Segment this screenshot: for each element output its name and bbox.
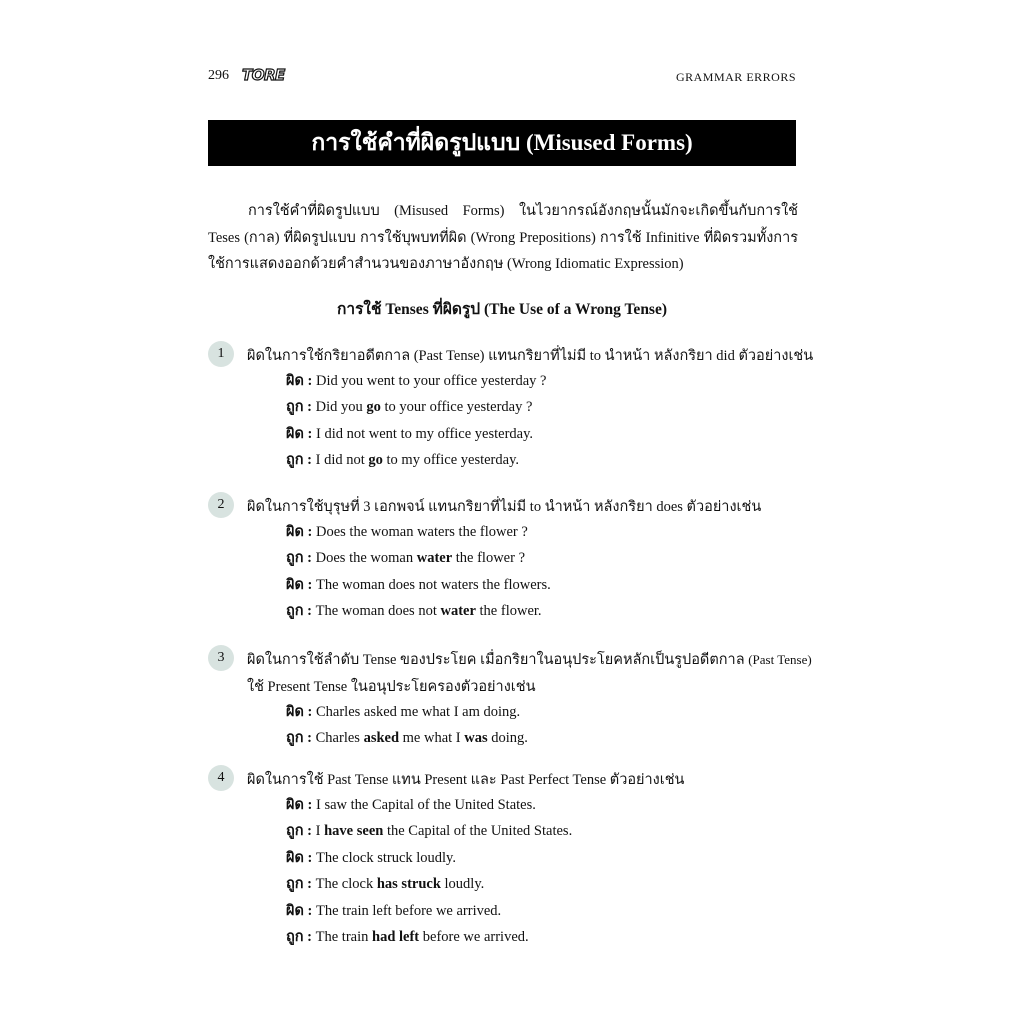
- rule-description: ผิดในการใช้ Past Tense แทน Present และ Past Perfect Tense ตัวอย่างเช่น: [247, 772, 685, 788]
- example-text: The clock: [315, 876, 377, 893]
- wrong-label: ผิด :: [286, 849, 313, 866]
- example-list: [286, 519, 551, 625]
- example-wrong: [286, 368, 546, 394]
- right-label: ถูก :: [286, 452, 313, 469]
- example-right: [286, 545, 551, 571]
- rule-description-note: (Past Tense): [748, 652, 812, 667]
- page-header: [208, 66, 796, 88]
- example-text-mid: me what I: [399, 730, 465, 747]
- corrected-word: had left: [372, 928, 420, 945]
- example-text-end: the flower ?: [452, 550, 526, 567]
- example-right: [286, 447, 546, 473]
- right-label: ถูก :: [286, 399, 313, 416]
- example-right: [286, 871, 572, 897]
- example-text: The train left before we arrived.: [316, 902, 502, 919]
- example-wrong: [286, 845, 572, 871]
- right-label: ถูก :: [286, 876, 313, 893]
- publisher-logo: TORE: [242, 66, 285, 84]
- running-head: GRAMMAR ERRORS: [675, 70, 796, 84]
- example-text-end: the flower.: [475, 603, 542, 620]
- page-title: การใช้คำที่ผิดรูปแบบ (Misused Forms): [208, 120, 796, 166]
- example-text: The woman does not: [315, 603, 441, 620]
- example-list: [286, 368, 546, 474]
- example-wrong: [286, 519, 551, 545]
- corrected-word: go: [368, 452, 383, 469]
- example-wrong: [286, 572, 551, 598]
- rule-description: [247, 647, 812, 700]
- right-label: ถูก :: [286, 730, 313, 747]
- example-list: [286, 699, 528, 752]
- example-text: I: [315, 823, 325, 840]
- corrected-word: have seen: [324, 823, 384, 840]
- wrong-label: ผิด :: [286, 425, 313, 442]
- example-wrong: [286, 792, 572, 818]
- wrong-label: ผิด :: [286, 524, 313, 540]
- example-text: Charles: [315, 730, 364, 747]
- example-text: I saw the Capital of the United States.: [316, 797, 536, 813]
- example-right: [286, 394, 546, 420]
- example-text: The clock struck loudly.: [316, 849, 456, 866]
- example-wrong: [286, 699, 528, 725]
- example-text: Does the woman: [315, 550, 417, 567]
- example-right: [286, 924, 572, 950]
- example-text-end: to your office yesterday ?: [380, 399, 533, 416]
- wrong-label: ผิด :: [286, 373, 313, 389]
- example-text: I did not: [315, 452, 369, 469]
- rule-description-text: ผิดในการใช้ลำดับ Tense ของประโยค เมื่อกริยาในอนุประโยคหลักเป็นรูปอดีตกาล: [247, 652, 745, 668]
- example-text: The woman does not waters the flowers.: [316, 576, 551, 593]
- example-text: Did you: [315, 399, 367, 416]
- example-text: Charles asked me what I am doing.: [316, 704, 521, 720]
- corrected-word: asked: [363, 730, 400, 747]
- example-right: [286, 598, 551, 624]
- example-text-end: the Capital of the United States.: [383, 823, 573, 840]
- example-list: [286, 792, 572, 950]
- right-label: ถูก :: [286, 823, 313, 840]
- example-text: The train: [315, 928, 373, 945]
- corrected-word: has struck: [376, 876, 441, 893]
- item-number-badge: 1: [208, 341, 234, 367]
- example-text: Does the woman waters the flower ?: [316, 524, 528, 540]
- right-label: ถูก :: [286, 550, 313, 567]
- rule-description-line-1: [247, 647, 812, 674]
- corrected-word: water: [440, 603, 476, 620]
- example-text-end: to my office yesterday.: [382, 452, 519, 469]
- wrong-label: ผิด :: [286, 797, 313, 813]
- item-number-badge: 3: [208, 645, 234, 671]
- rule-description: ผิดในการใช้บุรุษที่ 3 เอกพจน์ แทนกริยาที่ไม่มี to นำหน้า หลังกริยา does ตัวอย่างเช่น: [247, 499, 762, 515]
- wrong-label: ผิด :: [286, 576, 313, 593]
- example-right: [286, 818, 572, 844]
- example-text: Did you went to your office yesterday ?: [316, 373, 547, 389]
- rule-description-line-2: ใช้ Present Tense ในอนุประโยครองตัวอย่างเช่น: [247, 678, 536, 695]
- corrected-word: water: [416, 550, 453, 567]
- right-label: ถูก :: [286, 928, 313, 945]
- example-text: I did not went to my office yesterday.: [316, 425, 534, 442]
- example-text-end: before we arrived.: [419, 928, 529, 945]
- right-label: ถูก :: [286, 603, 313, 620]
- rule-description: ผิดในการใช้กริยาอดีตกาล (Past Tense) แทนกริยาที่ไม่มี to นำหน้า หลังกริยา did ตัวอย่างเช่น: [247, 348, 814, 364]
- example-wrong: [286, 421, 546, 447]
- example-wrong: [286, 898, 572, 924]
- corrected-word: go: [366, 399, 381, 416]
- wrong-label: ผิด :: [286, 704, 313, 720]
- intro-paragraph: การใช้คำที่ผิดรูปแบบ (Misused Forms) ในไวยากรณ์อังกฤษนั้นมักจะเกิดขึ้นกับการใช้ Teses (กาล) ที่ผิดรูปแบบ การใช้บุพบทที่ผิด (Wrong Prepositions) การใช้ Infinitive ที่ผิดรวมทั้งการใช้การแสดงออกด้วยคำสำนวนของภาษาอังกฤษ (Wrong Idiomatic Expression): [208, 203, 798, 272]
- wrong-label: ผิด :: [286, 902, 313, 919]
- item-number-badge: 4: [208, 765, 234, 791]
- example-right: [286, 725, 528, 751]
- example-text-end: loudly.: [440, 876, 485, 893]
- corrected-word-2: was: [464, 730, 488, 747]
- section-heading: การใช้ Tenses ที่ผิดรูป (The Use of a Wrong Tense): [336, 301, 668, 318]
- page-number: 296: [208, 68, 229, 83]
- item-number-badge: 2: [208, 492, 234, 518]
- example-text-end: doing.: [487, 730, 528, 747]
